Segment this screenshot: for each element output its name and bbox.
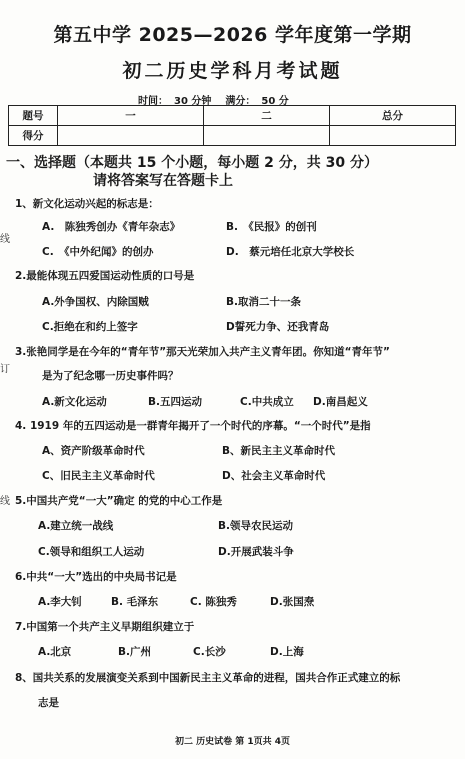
option: C.领导和组织工人运动 — [38, 546, 145, 558]
question-stem: 4. 1919 年的五四运动是一群青年揭开了一个时代的序幕。“一个时代”是指 — [15, 420, 371, 432]
score-input-cell[interactable] — [204, 126, 330, 146]
option: B、新民主主义革命时代 — [222, 445, 336, 457]
score-value: 50 分 — [261, 96, 289, 107]
option: C.拒绝在和约上签字 — [42, 321, 138, 333]
option: C. 陈独秀 — [190, 596, 237, 608]
question-stem: 8、国共关系的发展演变关系到中国新民主主义革命的进程，国共合作正式建立的标 — [15, 672, 401, 684]
option: D、社会主义革命时代 — [222, 470, 326, 482]
option: D.上海 — [270, 646, 304, 658]
option: A.外争国权、内除国贼 — [42, 296, 149, 308]
option: A.建立统一战线 — [38, 520, 114, 532]
score-table-header-row — [9, 106, 456, 126]
option: C.长沙 — [193, 646, 226, 658]
option: C.中共成立 — [240, 396, 294, 408]
exam-subtitle: 初二历史学科月考试题 — [122, 60, 343, 82]
binding-mark: 线 — [0, 234, 10, 245]
option: D誓死力争、还我青岛 — [226, 321, 330, 333]
question-stem: 7.中国第一个共产主义早期组织建立于 — [15, 621, 195, 633]
score-label: 满分： — [225, 96, 256, 107]
score-cell: 一 — [58, 106, 204, 126]
question-stem-continued: 志是 — [38, 697, 59, 709]
score-table — [8, 105, 456, 146]
question-stem: 6.中共“一大”选出的中央局书记是 — [15, 571, 177, 583]
section-title: 一、选择题（本题共 15 个小题，每小题 2 分，共 30 分） — [6, 155, 378, 171]
exam-title: 第五中学 2025—2026 学年度第一学期 — [53, 24, 412, 46]
option: D.张国焘 — [270, 596, 315, 608]
option: B.领导农民运动 — [218, 520, 293, 532]
option: C、旧民主主义革命时代 — [42, 470, 155, 482]
time-label: 时间： — [138, 96, 168, 107]
option: A.新文化运动 — [42, 396, 107, 408]
score-input-cell[interactable] — [58, 126, 204, 146]
binding-mark: 线 — [0, 496, 10, 507]
question-stem: 5.中国共产党“一大”确定 的党的中心工作是 — [15, 495, 223, 507]
option: B.广州 — [118, 646, 151, 658]
score-cell: 题号 — [9, 106, 58, 126]
option: B. 《民报》的创刊 — [226, 221, 317, 233]
score-cell: 二 — [204, 106, 330, 126]
section-note: 请将答案写在答题卡上 — [93, 173, 233, 189]
option: A、资产阶级革命时代 — [42, 445, 145, 457]
question-stem: 1、新文化运动兴起的标志是： — [15, 198, 159, 210]
time-value: 30 分钟 — [174, 96, 212, 107]
option: D. 蔡元培任北京大学校长 — [226, 246, 355, 258]
option: B.取消二十一条 — [226, 296, 301, 308]
question-stem-continued: 是为了纪念哪一历史事件吗？ — [42, 370, 179, 382]
option: A.北京 — [38, 646, 72, 658]
score-cell: 总分 — [330, 106, 456, 126]
binding-mark: 订 — [0, 364, 10, 375]
page-footer: 初二 历史试卷 第 1页共 4页 — [174, 737, 291, 747]
option: A.李大钊 — [38, 596, 82, 608]
option: C. 《中外纪闻》的创办 — [42, 246, 154, 258]
option: B. 毛泽东 — [111, 596, 159, 608]
option: D.开展武装斗争 — [218, 546, 294, 558]
score-cell: 得分 — [9, 126, 58, 146]
question-stem: 2.最能体现五四爱国运动性质的口号是 — [15, 270, 195, 282]
score-table-score-row — [9, 126, 456, 146]
question-stem: 3.张艳同学是在今年的“青年节”那天光荣加入共产主义青年团。你知道“青年节” — [15, 346, 390, 358]
option: B.五四运动 — [148, 396, 202, 408]
score-input-cell[interactable] — [330, 126, 456, 146]
option: D.南昌起义 — [313, 396, 368, 408]
option: A. 陈独秀创办《青年杂志》 — [42, 221, 181, 233]
